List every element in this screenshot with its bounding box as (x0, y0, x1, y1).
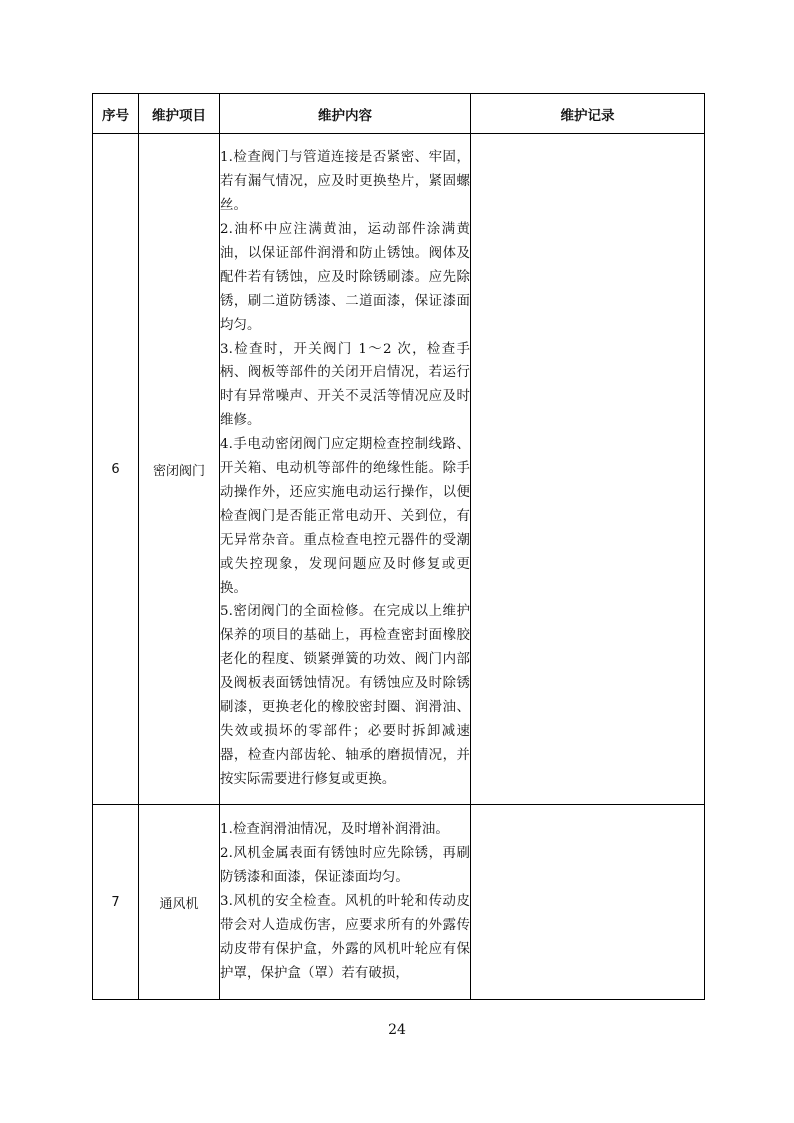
header-content: 维护内容 (220, 94, 471, 134)
row-content (220, 134, 471, 805)
row-record (471, 134, 705, 805)
content-paragraph: 3.风机的安全检查。风机的叶轮和传动皮带会对人造成伤害，应要求所有的外露传动皮带有保护盒，外露的风机叶轮应有保护罩，保护盒（罩）若有破损， (220, 894, 470, 981)
content-paragraph: 1.检查阀门与管道连接是否紧密、牢固，若有漏气情况，应及时更换垫片，紧固螺丝。 (220, 150, 470, 214)
header-record: 维护记录 (471, 94, 705, 134)
table-row (93, 134, 705, 805)
row-record (471, 805, 705, 1000)
content-paragraph: 2.风机金属表面有锈蚀时应先除锈，再刷防锈漆和面漆，保证漆面均匀。 (220, 846, 470, 886)
maintenance-table (92, 93, 705, 1000)
row-num: 7 (93, 805, 139, 1000)
page-number: 24 (388, 1022, 406, 1038)
table-row (93, 805, 705, 1000)
row-item: 通风机 (139, 805, 220, 1000)
content-paragraph: 3.检查时，开关阀门 1～2 次，检查手柄、阀板等部件的关闭开启情况，若运行时有异常噪声、开关不灵活等情况应及时维修。 (220, 341, 470, 429)
content-paragraph: 2.油杯中应注满黄油，运动部件涂满黄油，以保证部件润滑和防止锈蚀。阀体及配件若有锈蚀，应及时除锈刷漆。应先除锈，刷二道防锈漆、二道面漆，保证漆面均匀。 (220, 221, 470, 333)
row-num: 6 (93, 134, 139, 805)
header-item: 维护项目 (139, 94, 220, 134)
table-header-row (93, 94, 705, 134)
row-content (220, 805, 471, 1000)
row-item: 密闭阀门 (139, 134, 220, 805)
content-paragraph: 1.检查润滑油情况，及时增补润滑油。 (220, 822, 449, 838)
content-paragraph: 4.手电动密闭阀门应定期检查控制线路、开关箱、电动机等部件的绝缘性能。除手动操作外，还应实施电动运行操作，以便检查阀门是否能正常电动开、关到位，有无异常杂音。重点检查电控元器件的受潮或失控现象，发现问题应及时修复或更换。 (220, 437, 470, 596)
header-num: 序号 (93, 94, 139, 134)
content-paragraph: 5.密闭阀门的全面检修。在完成以上维护保养的项目的基础上，再检查密封面橡胶老化的程度、锁紧弹簧的功效、阀门内部及阀板表面锈蚀情况。有锈蚀应及时除锈刷漆，更换老化的橡胶密封圈、润滑油、失效或损坏的零部件；必要时拆卸减速器，检查内部齿轮、轴承的磨损情况，并按实际需要进行修复或更换。 (220, 604, 470, 787)
